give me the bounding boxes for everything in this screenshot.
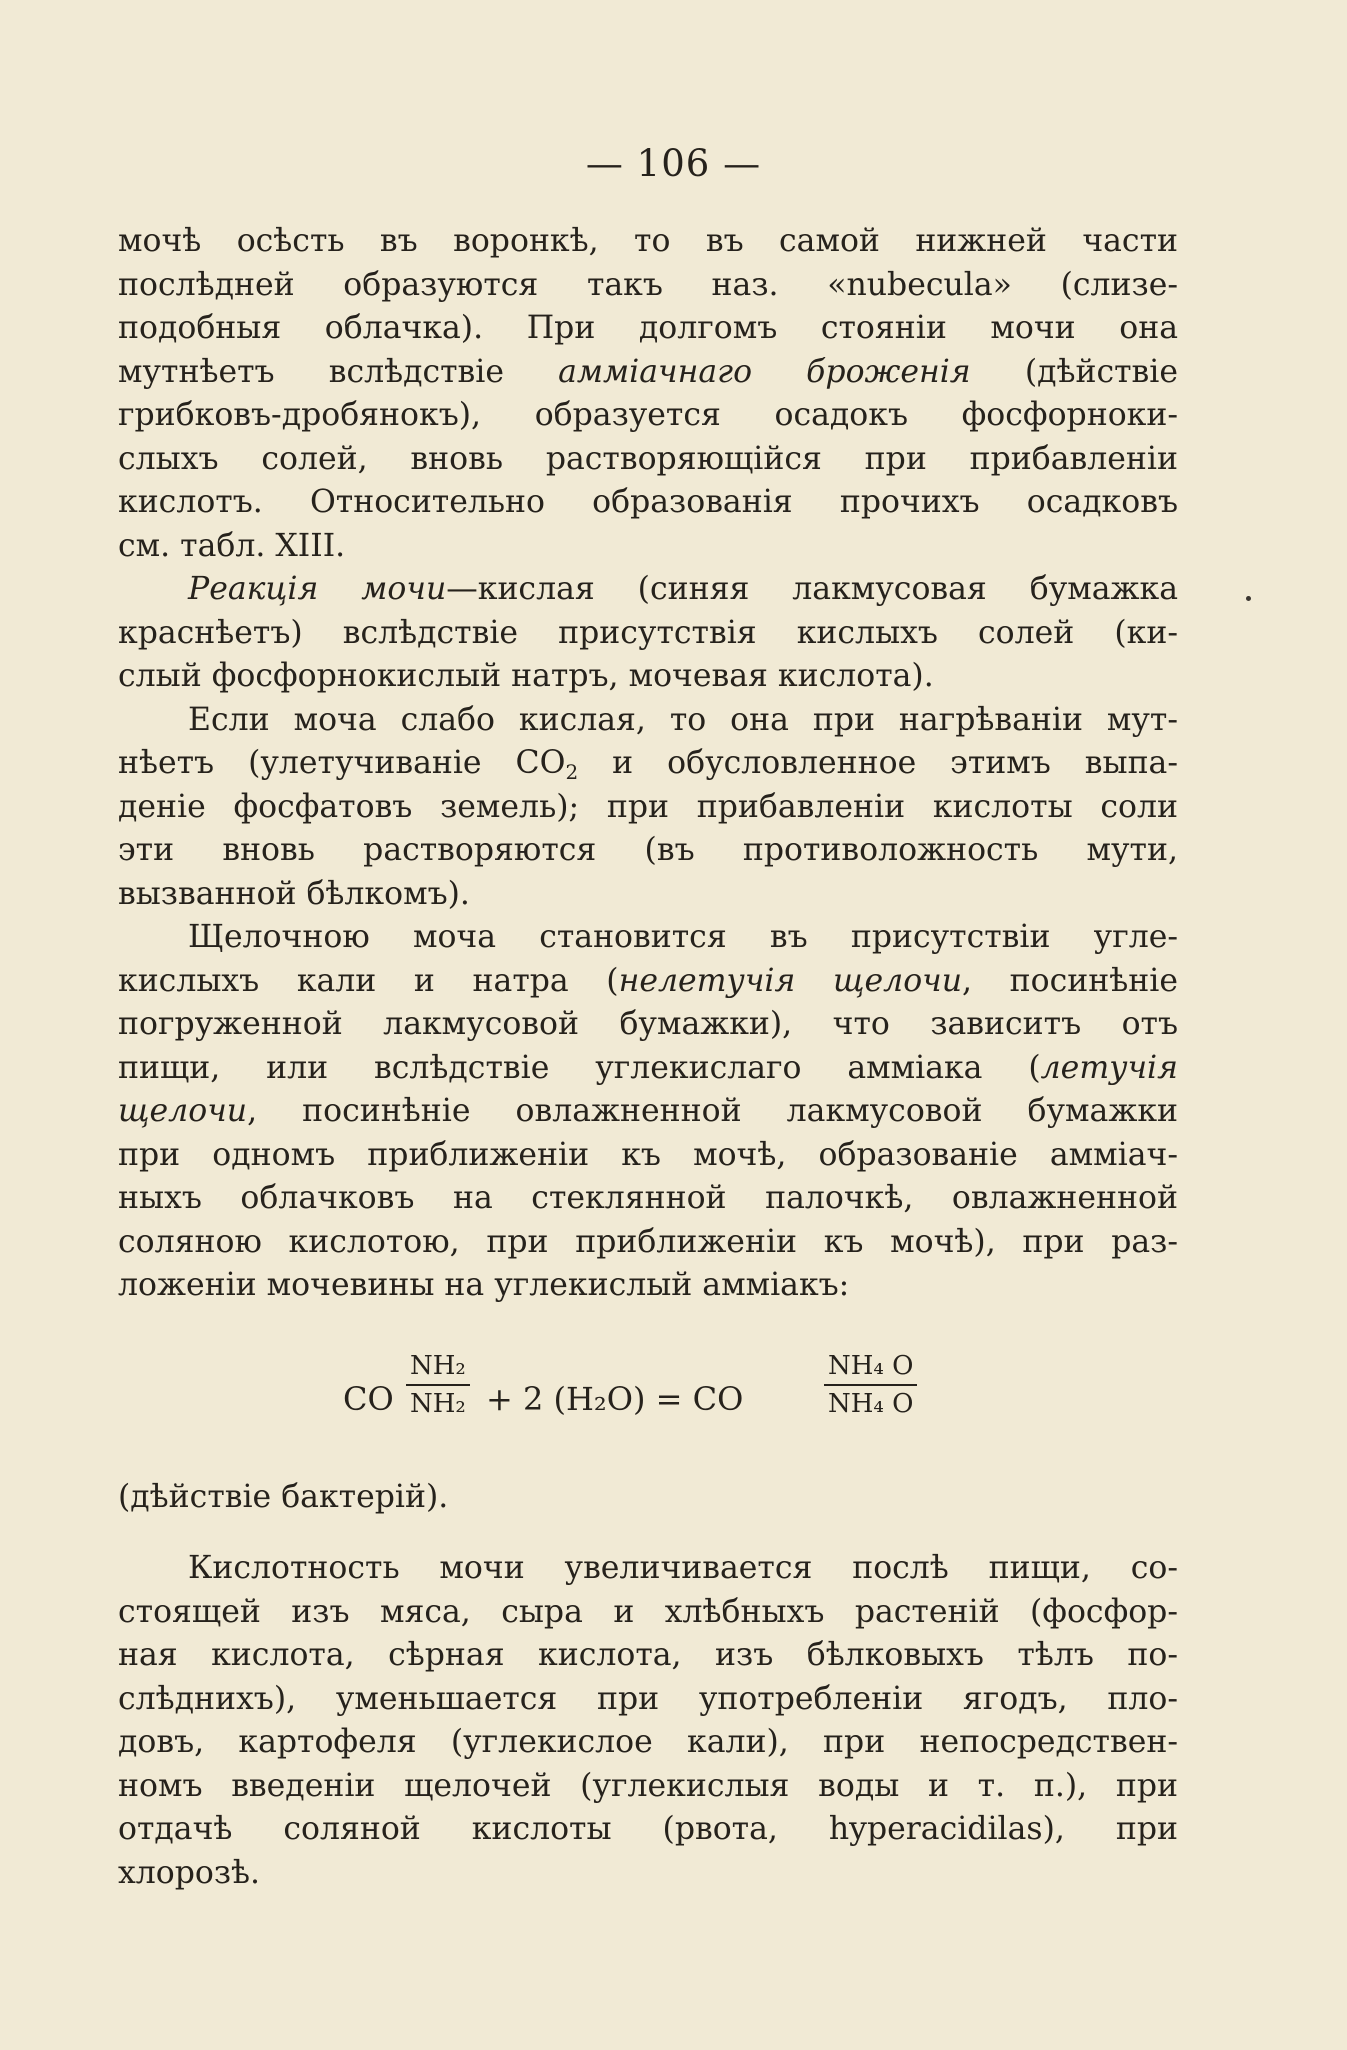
text-line: ная кислота, сѣрная кислота, изъ бѣлковыхъ тѣлъ по- [118, 1637, 1178, 1673]
text-line [118, 1090, 1178, 1134]
formula-rhs-numerator: NH₄ O [824, 1348, 917, 1386]
paragraph-acidity [118, 1547, 1178, 1895]
paragraph-alkaline-urine [118, 916, 1178, 1308]
formula-lhs-fraction [406, 1348, 470, 1422]
text-line: деніе фосфатовъ земель); при прибавленіи кислоты соли [118, 788, 1178, 825]
emphasis-text: Реакція мочи [188, 571, 447, 607]
section-gap [118, 1519, 1178, 1547]
formula-lhs: CO [343, 1379, 394, 1418]
text-line: подобныя облачка). При долгомъ стояніи мочи она [118, 310, 1178, 346]
text-line: грибковъ-дробянокъ), образуется осадокъ фосфорноки- [118, 397, 1178, 433]
text-line: слый фосфорнокислый натръ, мочевая кислота). [118, 658, 934, 694]
text-line: стоящей изъ мяса, сыра и хлѣбныхъ растеній (фосфор- [118, 1593, 1178, 1630]
text-segment: кислыхъ кали и натра ( [118, 962, 619, 999]
text-segment: и обусловленное этимъ выпа- [578, 745, 1178, 781]
text-line: хлорозѣ. [118, 1854, 261, 1891]
formula-rhs-denominator: NH₄ O [828, 1388, 914, 1419]
text-line: погруженной лакмусовой бумажки), что зависитъ отъ [118, 1006, 1178, 1042]
formula-caption: (дѣйствіе бактерій). [118, 1478, 449, 1515]
body-text [118, 220, 1178, 1895]
text-line: вызванной бѣлкомъ). [118, 875, 470, 912]
paragraph-urine-reaction [118, 568, 1178, 699]
text-segment: нѣетъ (улетучиваніе CO [118, 745, 566, 781]
text-segment: , посинѣніе овлажненной лакмусовой бумажки [247, 1093, 1178, 1129]
text-line [118, 742, 1178, 786]
formula-lhs-numerator: NH₂ [406, 1348, 470, 1386]
text-line: послѣдней образуются такъ наз. «nubecula» (слизе- [118, 266, 1178, 303]
text-line: кислотъ. Относительно образованія прочихъ осадковъ [118, 484, 1178, 520]
text-line [118, 351, 1178, 395]
paragraph-weak-acid [118, 699, 1178, 917]
text-line: см. табл. XIII. [118, 527, 346, 564]
text-line: Кислотность мочи увеличивается послѣ пищи, со- [188, 1550, 1178, 1586]
text-segment: пищи, или вслѣдствіе углекислаго амміака ( [118, 1049, 1041, 1086]
formula-lhs-denominator: NH₂ [410, 1388, 466, 1419]
text-line: Если моча слабо кислая, то она при нагрѣваніи мут- [188, 701, 1178, 738]
text-line: ныхъ облачковъ на стеклянной палочкѣ, овлажненной [118, 1180, 1178, 1216]
text-line: номъ введеніи щелочей (углекислыя воды и т. п.), при [118, 1767, 1178, 1804]
text-line: довъ, картофеля (углекислое кали), при непосредствен- [118, 1724, 1178, 1760]
text-segment: (дѣйствіе [970, 353, 1179, 390]
page-number: — 106 — [585, 142, 762, 185]
emphasis-text: аммiачнаго броженiя [558, 353, 971, 390]
emphasis-text: щелочи [118, 1093, 248, 1129]
text-line: отдачѣ соляной кислоты (рвота, hyperacidilas), при [118, 1811, 1178, 1847]
text-line: ложеніи мочевины на углекислый амміакъ: [118, 1267, 850, 1303]
text-line [118, 568, 1178, 612]
text-segment: —кислая (синяя лакмусовая бумажка [446, 571, 1178, 607]
margin-dot [1246, 596, 1251, 601]
chemical-formula [118, 1326, 1178, 1476]
text-line: мочѣ осѣсть въ воронкѣ, то въ самой нижней части [118, 223, 1178, 259]
text-line: слѣднихъ), уменьшается при употребленіи ягодъ, пло- [118, 1680, 1178, 1717]
text-line [118, 1047, 1178, 1091]
text-line: при одномъ приближеніи къ мочѣ, образованіе амміач- [118, 1136, 1178, 1173]
paragraph-urine-sediment [118, 220, 1178, 568]
text-line: эти вновь растворяются (въ противоложность мути, [118, 832, 1178, 868]
text-line: Щелочною моча становится въ присутствіи угле- [188, 919, 1178, 955]
formula-middle: + 2 (H₂O) = CO [486, 1379, 744, 1418]
formula-rhs-fraction [824, 1348, 917, 1422]
text-segment: , посинѣніе [962, 962, 1178, 999]
emphasis-text: нелетучія щелочи [618, 962, 963, 999]
text-segment: мутнѣетъ вслѣдствіе [118, 353, 559, 390]
text-line [118, 960, 1178, 1004]
text-line: краснѣетъ) вслѣдствіе присутствія кислыхъ солей (ки- [118, 614, 1178, 651]
emphasis-text: 2 [565, 760, 579, 784]
text-line: слыхъ солей, вновь растворяющійся при прибавленіи [118, 440, 1178, 477]
text-line: соляною кислотою, при приближеніи къ мочѣ), при раз- [118, 1223, 1178, 1260]
emphasis-text: летучія [1040, 1049, 1178, 1086]
